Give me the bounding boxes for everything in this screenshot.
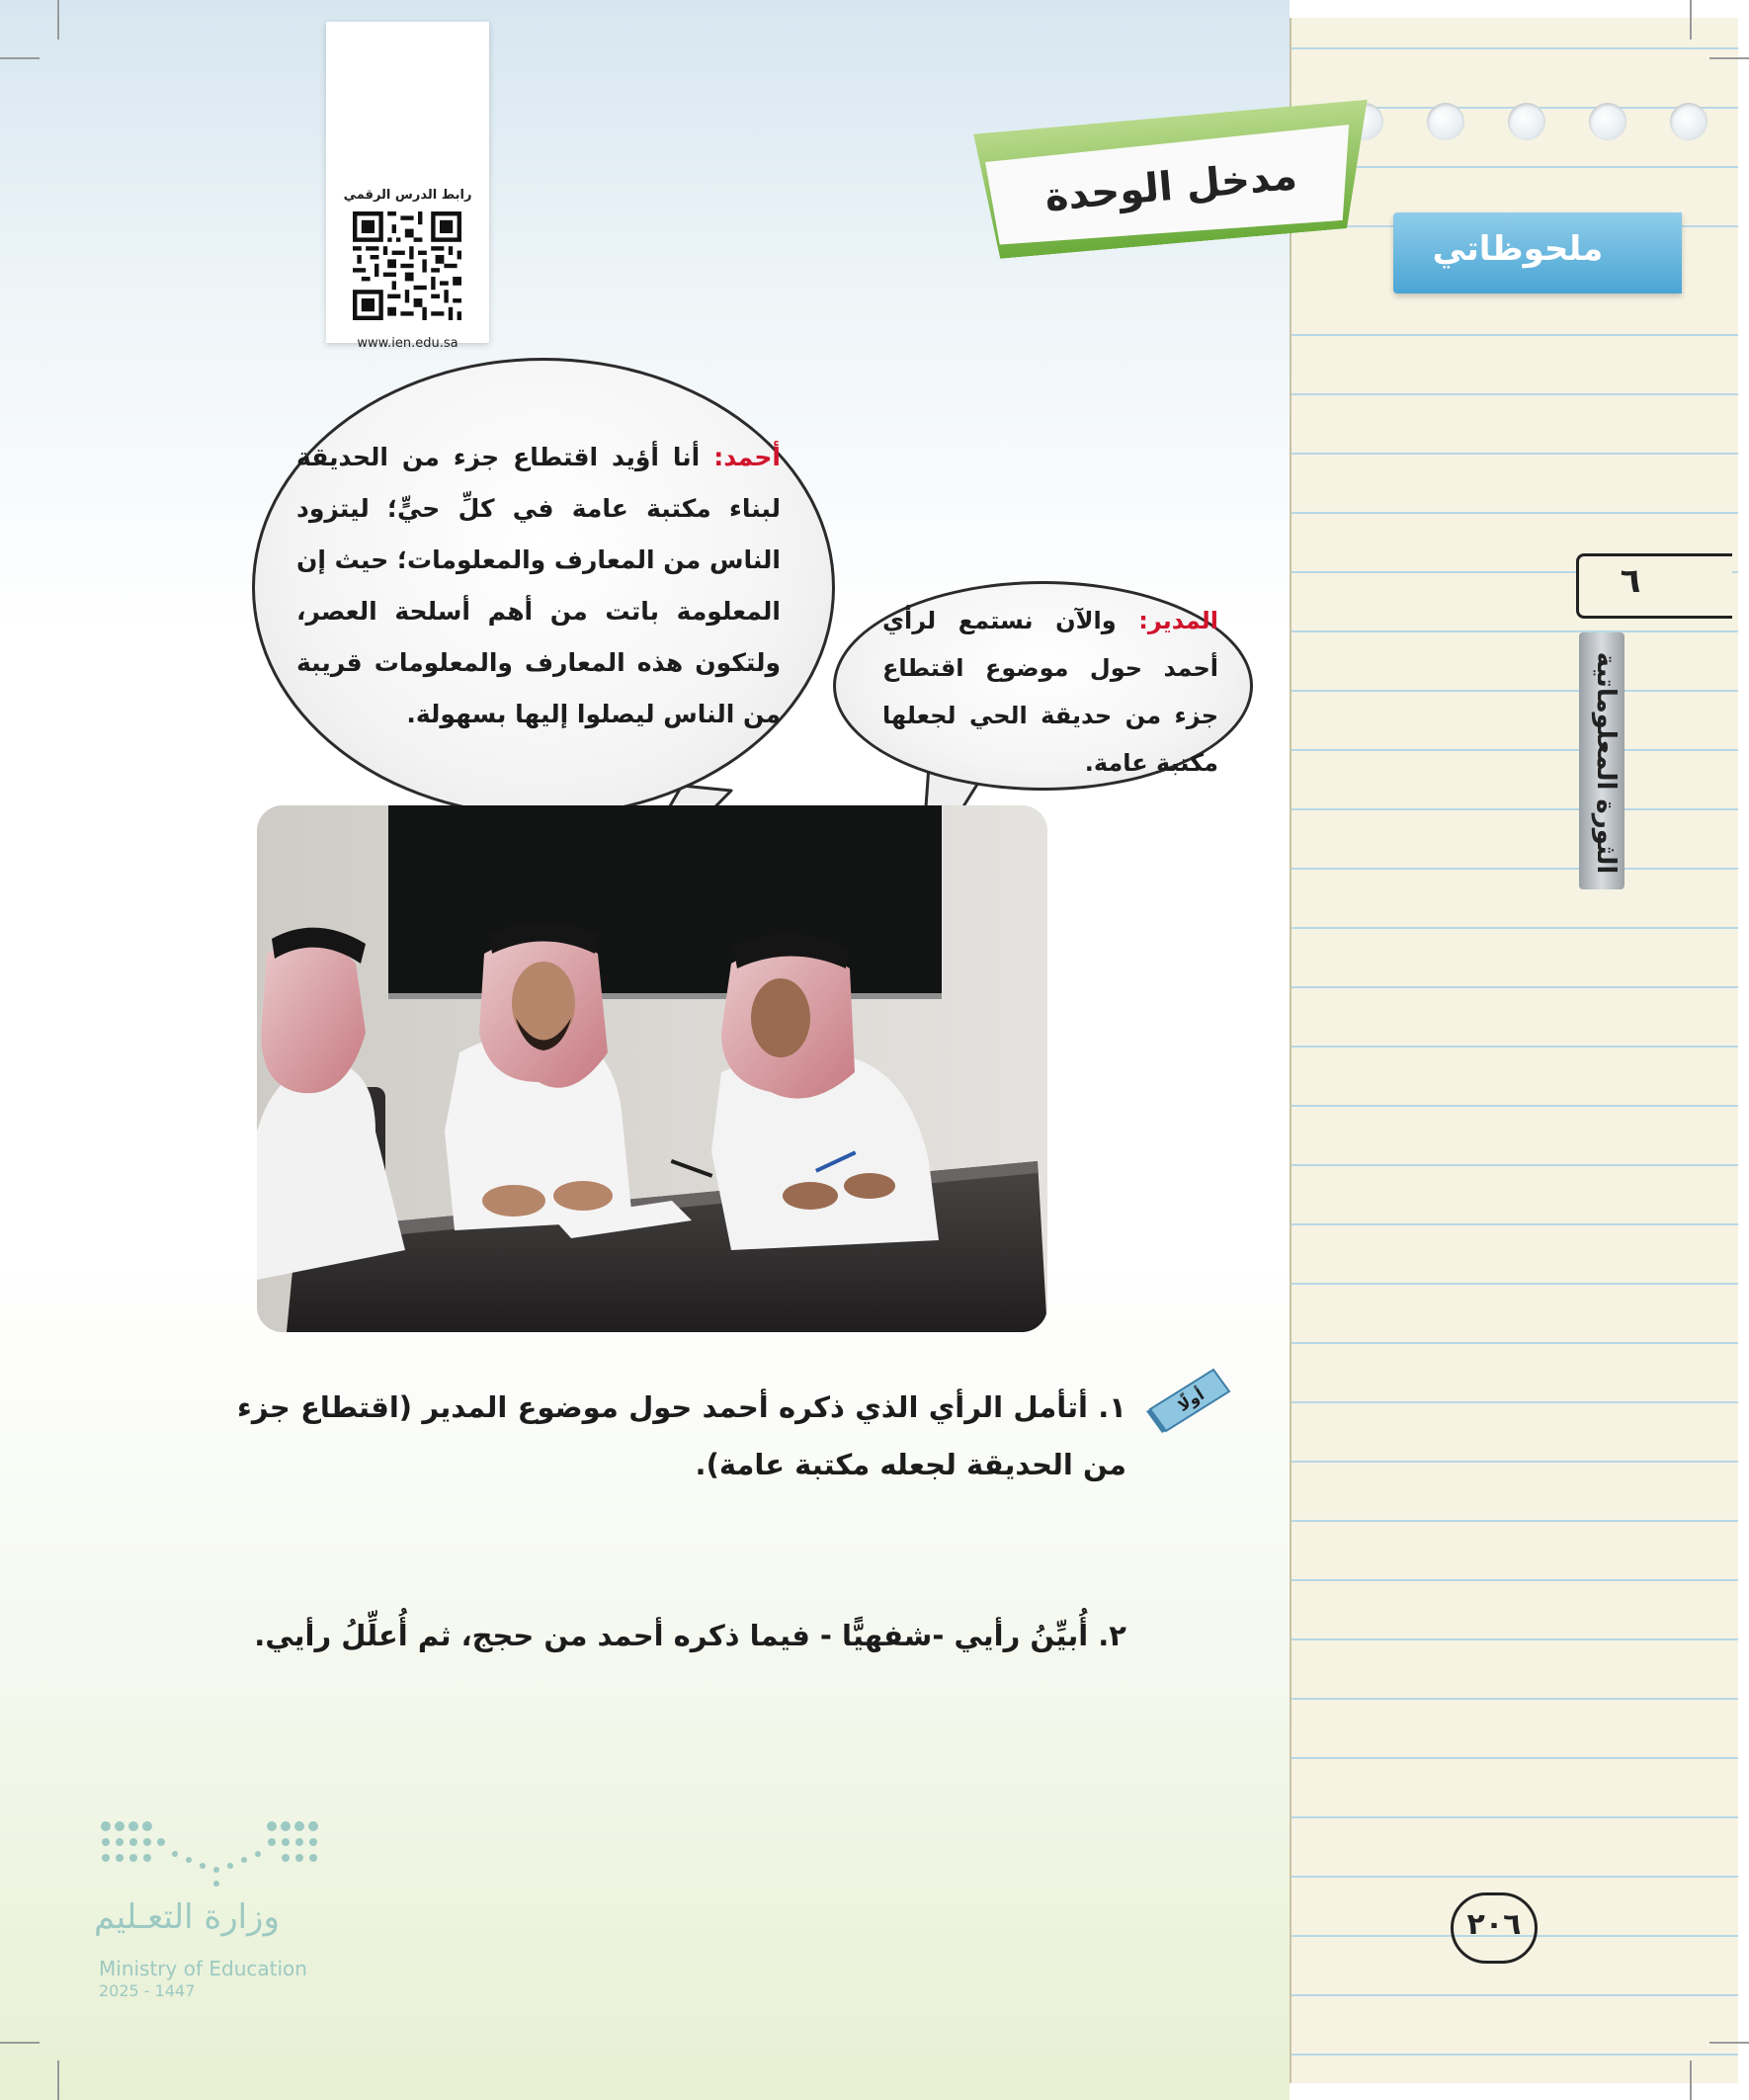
- question-1: ١. أتأمل الرأي الذي ذكره أحمد حول موضوع المدير (اقتطاع جزء من الحديقة لجعله مكتبة عامة).: [237, 1390, 1126, 1481]
- awalan-badge-icon: [1144, 1362, 1233, 1433]
- crop-mark: [1709, 2042, 1749, 2044]
- qr-code-icon[interactable]: [353, 211, 461, 320]
- question-2: ٢. أُبيِّنُ رأيي -شفهيًّا - فيما ذكره أحمد من حجج، ثم أُعلِّلُ رأيي.: [254, 1619, 1126, 1652]
- crop-mark: [1690, 2060, 1692, 2100]
- qr-title: رابط الدرس الرقمي: [343, 188, 472, 203]
- ministry-year: 2025 - 1447: [99, 1981, 196, 2000]
- ministry-name-ar: وزارة التعـليم: [94, 1897, 280, 1937]
- unit-title: مدخل الوحدة: [1042, 152, 1299, 221]
- notes-label: ملحوظاتي: [1432, 229, 1604, 269]
- crop-mark: [57, 0, 59, 40]
- crop-mark: [57, 2060, 59, 2100]
- notes-notebook-panel: [1290, 18, 1738, 2083]
- binder-hole: [1508, 103, 1545, 140]
- binder-hole: [1427, 103, 1464, 140]
- binder-hole: [1670, 103, 1707, 140]
- ministry-name-en: Ministry of Education: [99, 1957, 307, 1980]
- qr-url[interactable]: www.ien.edu.sa: [357, 336, 458, 351]
- page-number: ٢٠٦: [1466, 1907, 1522, 1942]
- meeting-photo: [257, 805, 1047, 1332]
- manager-statement: [882, 597, 1218, 787]
- ahmad-statement: [296, 432, 781, 740]
- speaker-ahmad: أحمد:: [713, 443, 781, 471]
- meeting-illustration: [257, 805, 1047, 1332]
- ministry-logo-icon: [94, 1816, 331, 1890]
- speaker-manager: المدير:: [1138, 607, 1218, 634]
- ahmad-text: أنا أؤيد اقتطاع جزء من الحديقة لبناء مكتبة عامة في كلِّ حيٍّ؛ ليتزود الناس من المعارف والمعلومات؛ حيث إن المعلومة باتت من أهم أسلحة العصر، ولتكون هذه المعارف والمعلومات قريبة من الناس ليصلوا إليها بسهولة.: [295, 443, 781, 728]
- crop-mark: [1709, 57, 1749, 59]
- chapter-title: الثورة المعلوماتية: [1591, 651, 1621, 875]
- binder-hole: [1589, 103, 1626, 140]
- chapter-number: ٦: [1620, 561, 1641, 601]
- qr-card[interactable]: [326, 22, 489, 351]
- crop-mark: [0, 2042, 40, 2044]
- crop-mark: [1690, 0, 1692, 40]
- awalan-label: أولًا: [1174, 1385, 1208, 1416]
- crop-mark: [0, 57, 40, 59]
- manager-text: والآن نستمع لرأي أحمد حول موضوع اقتطاع جزء من حديقة الحي لجعلها مكتبة عامة.: [882, 607, 1218, 777]
